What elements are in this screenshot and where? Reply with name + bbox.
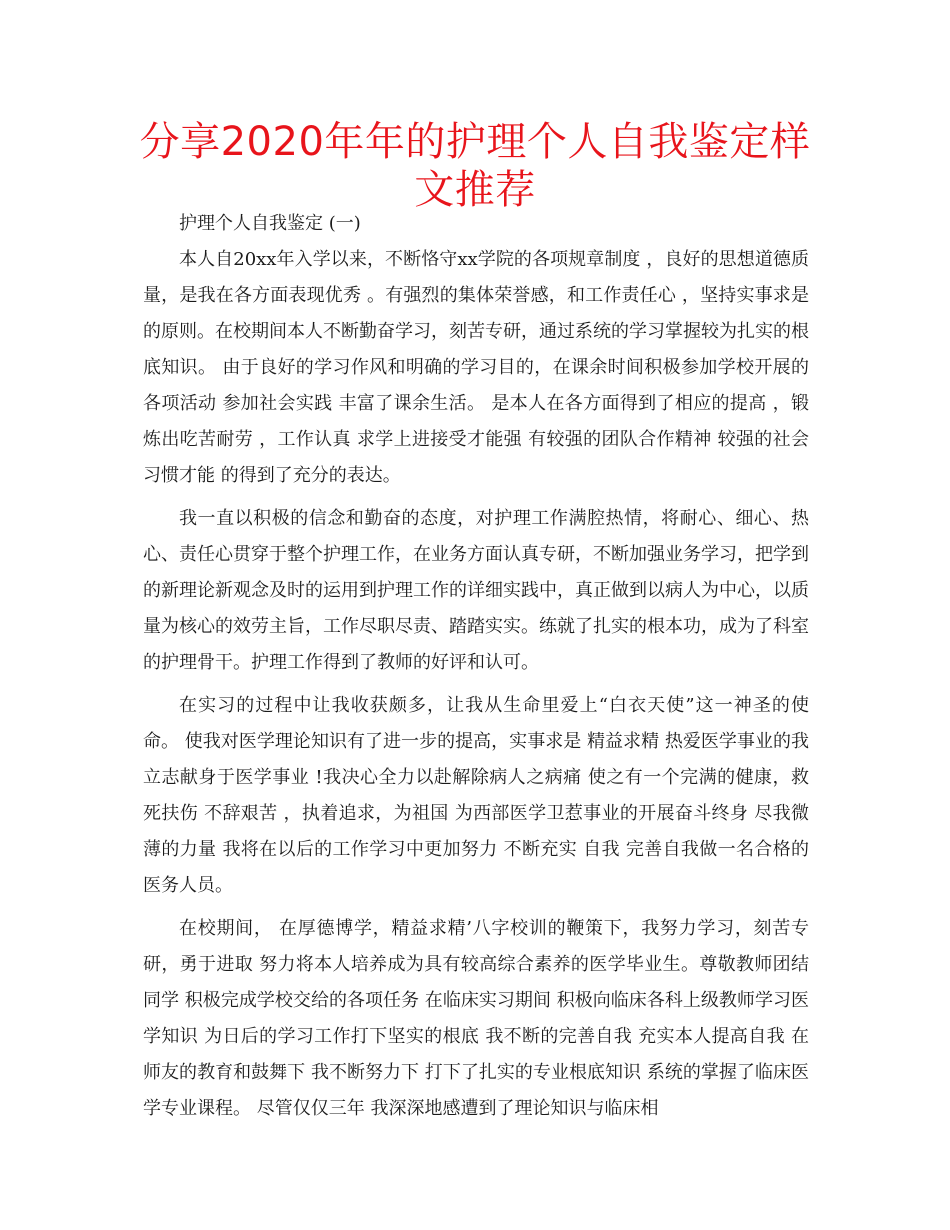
section-heading: 护理个人自我鉴定 (一) <box>179 213 361 234</box>
paragraph-2: 我一直以积极的信念和勤奋的态度，对护理工作满腔热情，将耐心、细心、热心、责任心贯穿于整个护理工作，在业务方面认真专研，不断加强业务学习，把学到的新理论新观念及时的运用到护理工作的详细实践中，真正做到以病人为中心，以质量为核心的效劳主旨，工作尽职尽责、踏踏实实。练就了扎实的根本功，成为了科室的护理骨干。护理工作得到了教师的好评和认可。 <box>143 508 809 673</box>
paragraph-1: 本人自20xx年入学以来，不断恪守xx学院的各项规章制度 ，良好的思想道德质量，是我在各方面表现优秀 。有强烈的集体荣誉感，和工作责任心 ，坚持实事求是的原则。在校期间本人不断勤奋学习，刻苦专研，通过系统的学习掌握较为扎实的根底知识。 由于良好的学习作风和明确的学习目的，在课余时间积极参加学校开展的各项活动 参加社会实践 丰富了课余生活。 是本人在各方面得到了相应的提高 ，锻炼出吃苦耐劳 ，工作认真 求学上进接受才能强 有较强的团队合作精神 较强的社会习惯才能 的得到了充分的表达。 <box>143 249 809 486</box>
paragraph-4: 在校期间， 在厚德博学，精益求精’八字校训的鞭策下，我努力学习，刻苦专研，勇于进取 努力将本人培养成为具有较高综合素养的医学毕业生。尊敬教师团结同学 积极完成学校交给的各项任务 在临床实习期间 积极向临床各科上级教师学习医学知识 为日后的学习工作打下坚实的根底 我不断的完善自我 充实本人提高自我 在师友的教育和鼓舞下 我不断努力下 打下了扎实的专业根底知识 系统的掌握了临床医学专业课程。 尽管仅仅三年 我深深地感遭到了理论知识与临床相 <box>143 918 809 1119</box>
document-title: 分享2020年年的护理个人自我鉴定样文推荐 <box>139 119 811 213</box>
document-body <box>143 206 809 1127</box>
paragraph-3: 在实习的过程中让我收获颇多，让我从生命里爱上“白衣天使”这一神圣的使命。 使我对医学理论知识有了进一步的提高，实事求是 精益求精 热爱医学事业的我 立志献身于医学事业 !我决心全力以赴解除病人之病痛 使之有一个完满的健康，救死扶伤 不辞艰苦 ，执着追求，为祖国 为西部医学卫惹事业的开展奋斗终身 尽我微薄的力量 我将在以后的工作学习中更加努力 不断充实 自我 完善自我做一名合格的医务人员。 <box>143 695 809 896</box>
